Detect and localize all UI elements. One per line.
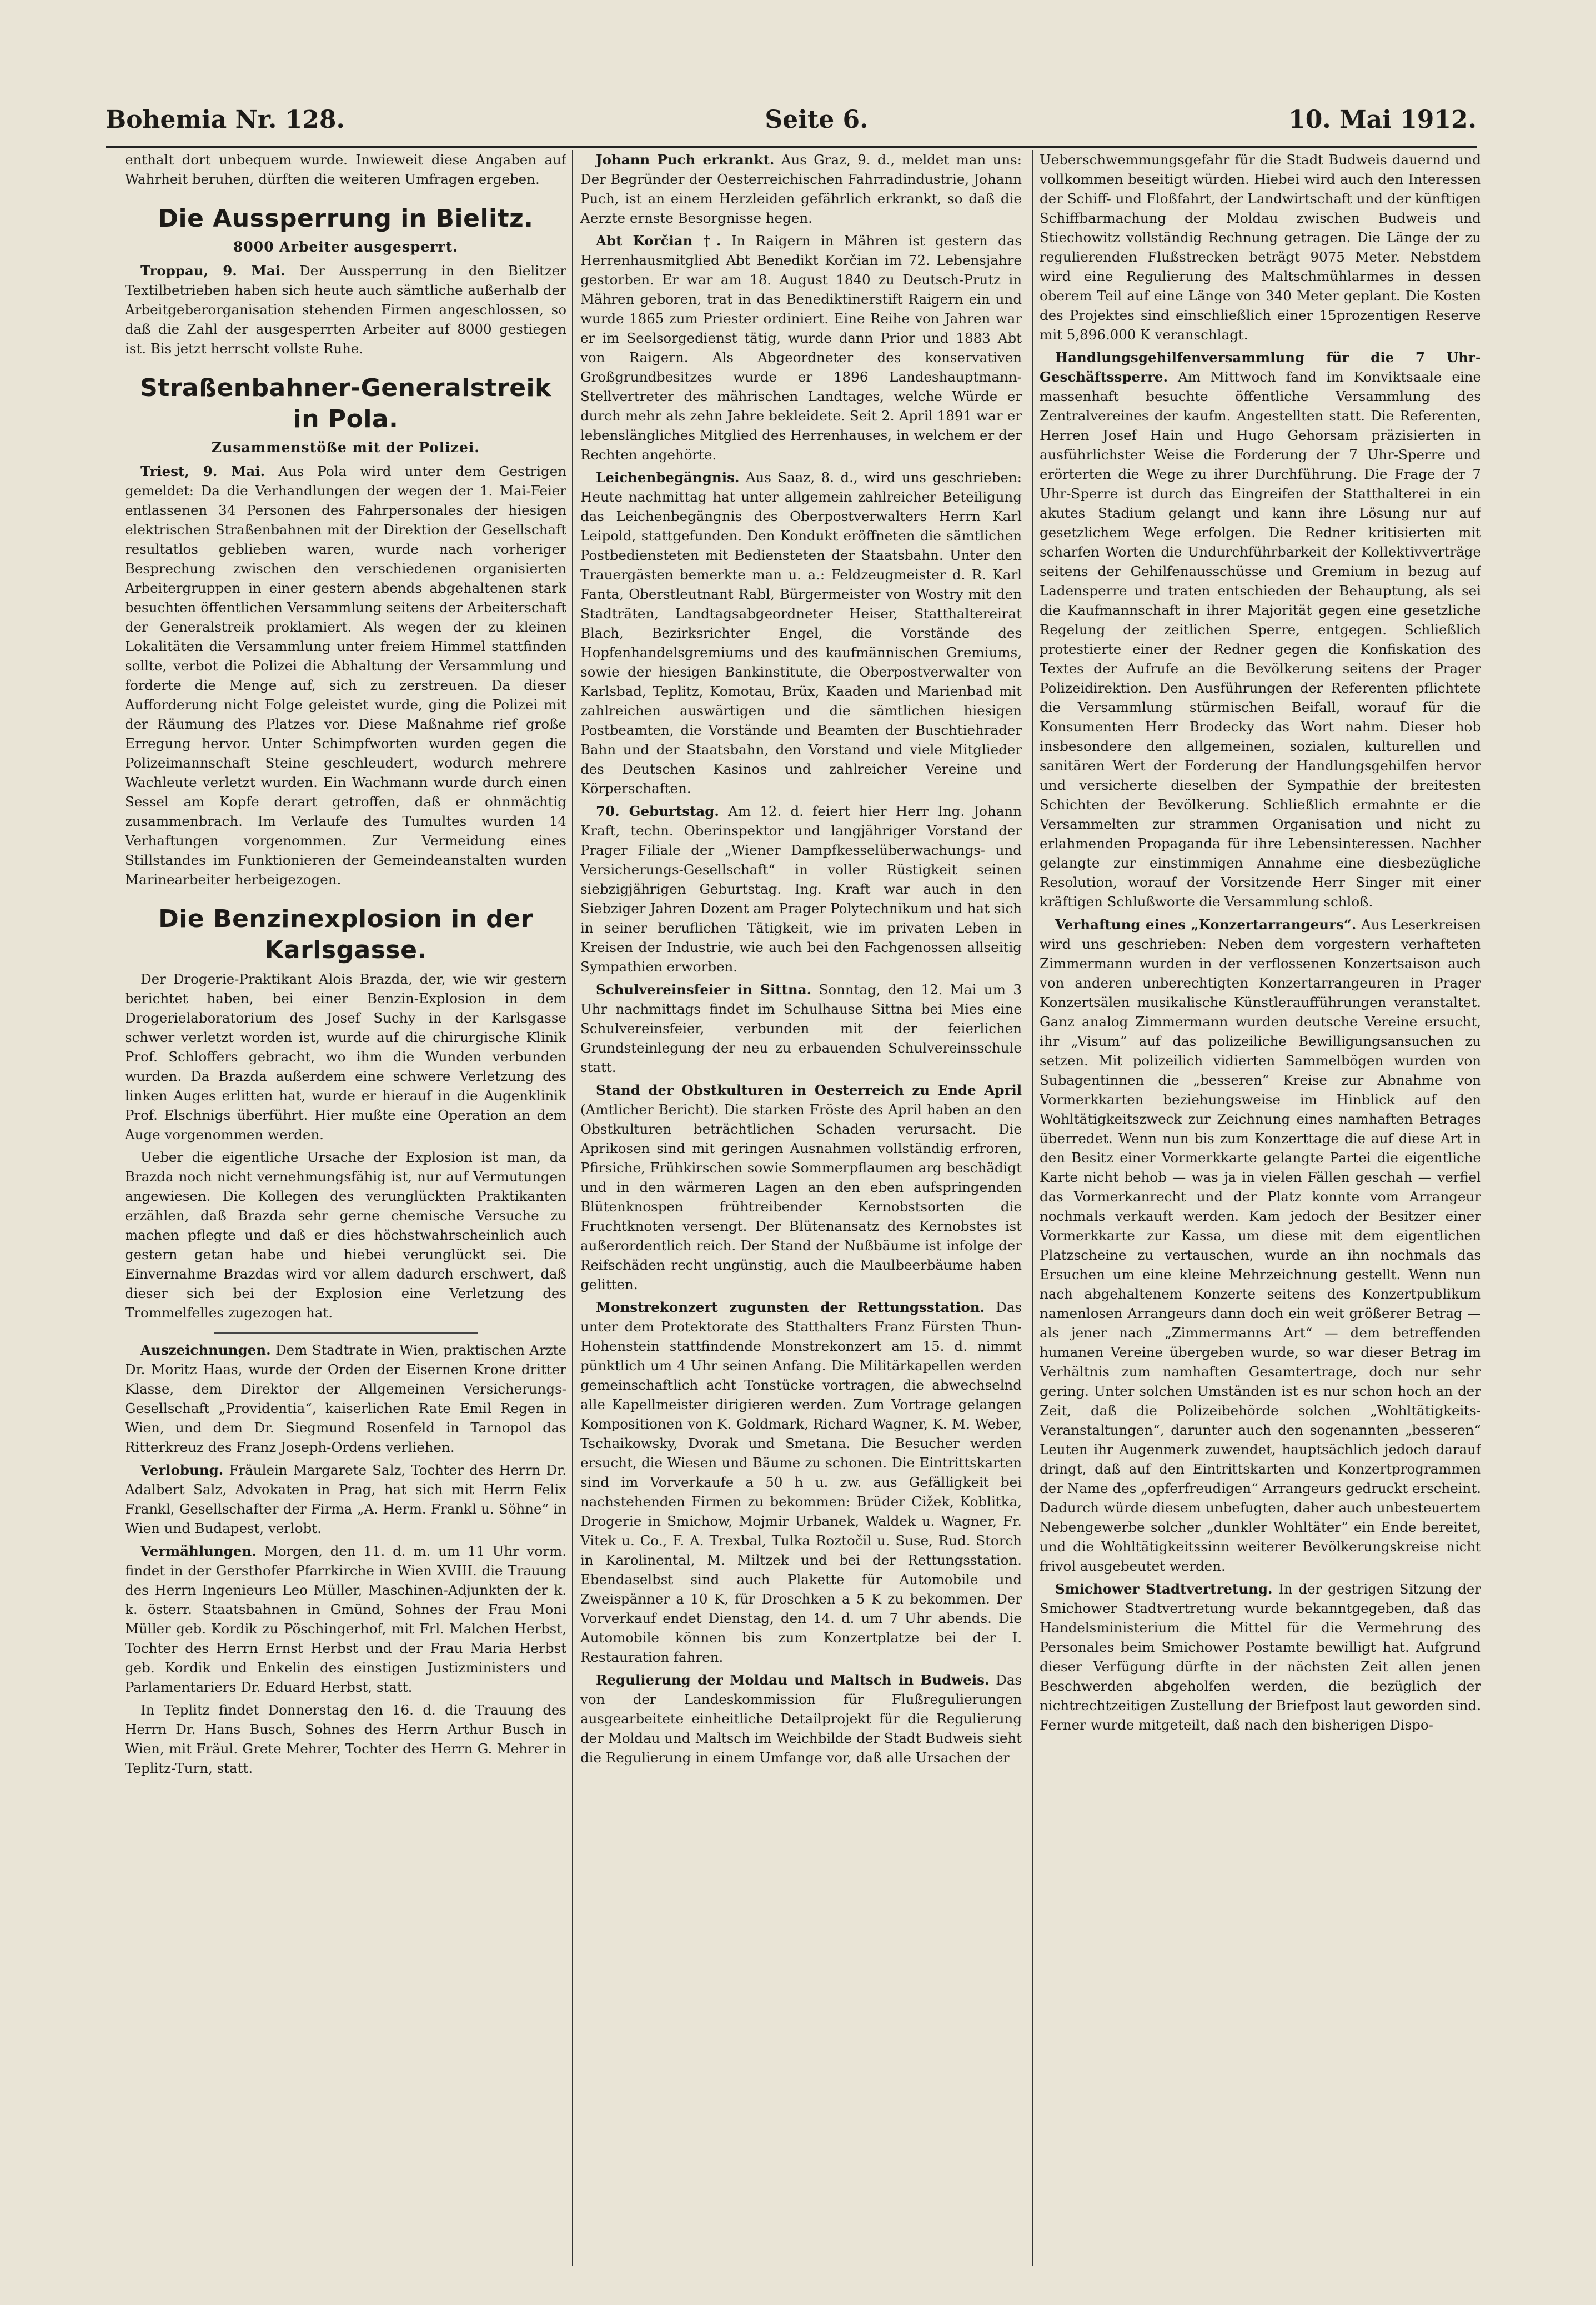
news-item: [125, 1460, 566, 1538]
continued-paragraph: enthalt dort unbequem wurde. Inwieweit diese Angaben auf Wahrheit beruhen, dürften die weiteren Umfragen ergeben.: [125, 152, 566, 187]
column-divider: [572, 150, 573, 2266]
news-item: [1040, 915, 1481, 1576]
news-item-text: (Amtlicher Bericht). Die starken Fröste des April haben an den Obstkulturen beträchtlichen Schaden verursacht. Die Aprikosen sind mit geringen Ausnahmen vollständig erfroren, Pfirsiche, Frühkirschen sowie Sommerpflaumen arg beschädigt und in den wärmeren Lagen an den eben aufspringenden Blütenknospen frühtreibender Kernobstsorten die Fruchtknoten versengt. Der Blütenansatz des Kernobstes ist außerordentlich reich. Der Stand der Nußbäume ist infolge der Reifschäden recht ungünstig, auch die Maulbeerbäume haben gelitten.: [580, 1101, 1022, 1292]
news-item: [1040, 1579, 1481, 1735]
header-issue: Bohemia Nr. 128.: [106, 105, 345, 134]
column-divider: [1032, 150, 1033, 2266]
news-item-title: Schulvereinsfeier in Sittna.: [596, 981, 812, 998]
news-item-text: Am 12. d. feiert hier Herr Ing. Johann Kraft, techn. Oberinspektor und langjähriger Vorstand der Prager Filiale der „Wiener Dampfkesselüberwachungs- und Versicherungs-Gesellschaft“ in voller Rüstigkeit seinen siebzigjährigen Geburtstag. Ing. Kraft war auch in den Siebziger Jahren Dozent am Prager Polytechnikum und hat sich in seiner beruflichen Tätigkeit, wie im privaten Leben in Kreisen der Industrie, wie auch bei den Fachgenossen allseitig Sympathien erworben.: [580, 803, 1022, 975]
article-headline: Die Benzinexplosion in der Karlsgasse.: [158, 905, 533, 964]
news-item-title: Auszeichnungen.: [140, 1342, 271, 1358]
article-paragraph: Der Drogerie-Praktikant Alois Brazda, der, wie wir gestern berichtet haben, bei einer Benzin-Explosion in dem Drogerielaboratorium des Josef Suchy in der Karlsgasse schwer verletzt worden ist, wurde auf die chirurgische Klinik Prof. Schloffers gebracht, wo ihm die Wunden verbunden wurden. Da Brazda außerdem eine schwere Verletzung des linken Auges erlitten hat, wurde er hierauf in die Augenklinik Prof. Elschnigs überführt. Hier mußte eine Operation an dem Auge vorgenommen werden.: [125, 971, 566, 1143]
news-item-text: Fräulein Margarete Salz, Tochter des Herrn Dr. Adalbert Salz, Advokaten in Prag, hat sich mit Herrn Felix Frankl, Gesellschafter der Firma „A. Herm. Frankl u. Söhne“ in Wien und Budapest, verlobt.: [125, 1462, 566, 1536]
news-item-text: Aus Graz, 9. d., meldet man uns: Der Begründer der Oesterreichischen Fahrradindustrie, Johann Puch, ist an einem Herzleiden gefährlich erkrankt, so daß die Aerzte ernste Besorgnisse hegen.: [580, 152, 1022, 226]
news-item-title: 70. Geburtstag.: [596, 803, 719, 819]
header-page-number: Seite 6.: [765, 105, 869, 134]
news-item-title: Abt Korčian †.: [596, 233, 721, 249]
news-item: [580, 1080, 1022, 1294]
dateline: Triest, 9. Mai.: [140, 463, 265, 479]
news-item: [580, 150, 1022, 228]
article-headline: Straßenbahner-Generalstreik in Pola.: [140, 374, 551, 433]
news-item-title: Verlobung.: [140, 1462, 224, 1478]
dateline: Troppau, 9. Mai.: [140, 263, 285, 279]
news-item-text: In Raigern in Mähren ist gestern das Herrenhausmitglied Abt Benedikt Korčian im 72. Lebensjahre gestorben. Er war am 18. August 1840 zu Deutsch-Prutz in Mähren geboren, trat in das Benediktinerstift Raigern ein und wurde 1865 zum Priester ordiniert. Eine Reihe von Jahren war er im Seelsorgedienst tätig, wurde dann Prior und 1883 Abt von Raigern. Als Abgeordneter des konservativen Großgrundbesitzes wurde er 1896 Landeshauptmann-Stellvertreter des mährischen Landtages, welche Würde er durch mehr als zehn Jahre bekleidete. Seit 2. April 1891 war er lebenslängliches Mitglied des Herrenhauses, in welchem er der Rechten angehörte.: [580, 233, 1022, 463]
article-paragraph: Ueber die eigentliche Ursache der Explosion ist man, da Brazda noch nicht vernehmungsfähig ist, nur auf Vermutungen angewiesen. Die Kollegen des verunglückten Praktikanten erzählen, daß Brazda sehr gerne chemische Versuche zu machen pflegte und daß er dies höchstwahrscheinlich auch gestern getan habe und hiebei verunglückt sei. Die Einvernahme Brazdas wird vor allem dadurch erschwert, daß dieser sich bei der Explosion eine Verletzung des Trommelfelles zugezogen hat.: [125, 1149, 566, 1321]
article-text: Aus Pola wird unter dem Gestrigen gemeldet: Da die Verhandlungen der wegen der 1. Mai-Feier entlassenen 34 Personen des Fahrpersonales der hiesigen elektrischen Straßenbahnen mit der Direktion der Gesellschaft resultatlos geblieben waren, wurde nach vorheriger Besprechung zwischen den verschiedenen organisierten Arbeitergruppen in einer gestern abends abgehaltenen stark besuchten öffentlichen Versammlung seitens der Arbeiterschaft der Generalstreik proklamiert. Als wegen der zu kleinen Lokalitäten die Versammlung unter freiem Himmel stattfinden sollte, verbot die Polizei die Abhaltung der Versammlung und forderte die Menge auf, sich zu zerstreuen. Da dieser Aufforderung nicht Folge geleistet wurde, ging die Polizei mit der Räumung des Platzes vor. Diese Maßnahme rief große Erregung hervor. Unter Schimpfworten wurden gegen die Polizeimannschaft Steine geschleudert, wodurch mehrere Wachleute verletzt wurden. Ein Wachmann wurde durch einen Sessel am Kopfe derart getroffen, daß er ohnmächtig zusammenbrach. Im Verlaufe des Tumultes wurden 14 Verhaftungen vorgenommen. Zur Vermeidung eines Stillstandes im Funktionieren der Gemeindeanstalten wurden Marinearbeiter herbeigezogen.: [125, 463, 566, 888]
news-item: [125, 1541, 566, 1697]
article-paragraph: [125, 261, 566, 358]
news-item: [580, 231, 1022, 464]
section-divider: [214, 1332, 478, 1334]
news-item-text: Morgen, den 11. d. m. um 11 Uhr vorm. findet in der Gersthofer Pfarrkirche in Wien XVIII. die Trauung des Herrn Ingenieurs Leo Müller, Maschinen-Adjunkten der k. k. österr. Staatsbahnen in Gmünd, Sohnes der Frau Moni Müller geb. Kordik zu Pöschingerhof, mit Frl. Malchen Herbst, Tochter des Herrn Ernst Herbst und der Frau Maria Herbst geb. Kordik und Enkelin des einstigen Justizministers und Parlamentariers Dr. Eduard Herbst, statt.: [125, 1543, 566, 1695]
news-item-text: Am Mittwoch fand im Konviktsaale eine massenhaft besuchte öffentliche Versammlung des Zentralvereines der kaufm. Angestellten statt. Die Referenten, Herren Josef Hain und Hugo Gehorsam präzisierten in ausführlichster Weise die Forderung der 7 Uhr-Sperre und erörterten die Wege zu ihrer Durchführung. Die Frage der 7 Uhr-Sperre ist durch das Eingreifen der Statthalterei in ein akutes Stadium gelangt und kann ihre Lösung nur auf gesetzlichem Wege erfolgen. Die Redner kritisierten mit scharfen Worten die Undurchführbarkeit der Kollektivverträge seitens der Gehilfenausschüsse und Gremium in bezug auf Ladensperre und traten entschieden der Behauptung, als sei die Kaufmannschaft in ihrer Majorität gegen eine gesetzliche Regelung der zeitlichen Sperre, entgegen. Schließlich protestierte einer der Redner gegen die Konfiskation des Textes der Aufrufe an die Bevölkerung seitens der Prager Polizeidirektion. Den Ausführungen der Referenten pflichtete die Versammlung stürmischen Beifall, worauf für die Konsumenten Herr Brodecky das Wort nahm. Dieser hob insbesondere den allgemeinen, sozialen, kulturellen und sanitären Wert der Forderung der Handlungsgehilfen hervor und versicherte dieselben der Sympathie der breitesten Schichten der Bevölkerung. Schließlich ermahnte er die Versammelten zur strammen Organisation und nicht zu erlahmenden Propaganda für ihre Lebensinteressen. Nachher gelangte zur einstimmigen Annahme eine diesbezügliche Resolution, worauf der Vorsitzende Herr Singer mit einer kräftigen Schlußworte die Versammlung schloß.: [1040, 369, 1481, 910]
header-rule: [106, 146, 1477, 148]
news-item-title: Monstrekonzert zugunsten der Rettungsstation.: [596, 1299, 985, 1315]
news-item: [580, 1670, 1022, 1767]
news-item-title: Verhaftung eines „Konzertarrangeurs“.: [1055, 916, 1357, 933]
page-header: [106, 97, 1477, 142]
news-item-title: Johann Puch erkrankt.: [596, 152, 775, 168]
news-item-text: Das von der Landeskommission für Flußregulierungen ausgearbeitete einheitliche Detailprojekt für die Regulierung der Moldau und Maltsch im Weichbilde der Stadt Budweis sieht die Regulierung in einem Umfange vor, daß alle Ursachen der: [580, 1672, 1022, 1766]
continued-paragraph: Ueberschwemmungsgefahr für die Stadt Budweis dauernd und vollkommen beseitigt würden. Hiebei wird auch den Interessen der Schiff- und Floßfahrt, der Landwirtschaft und der künftigen Schiffbarmachung der Moldau zwischen Budweis und Stiechowitz vollständig Rechnung getragen. Die Länge der zu regulierenden Flußstrecken beträgt 9075 Meter. Nebstdem wird eine Regulierung des Maltschmühlarmes in dessen oberem Teil auf eine Länge von 340 Meter geplant. Die Kosten des Projektes sind einschließlich einer 15prozentigen Reserve mit 5,896.000 K veranschlagt.: [1040, 152, 1481, 343]
article-text: Der Aussperrung in den Bielitzer Textilbetrieben haben sich heute auch sämtliche außerhalb der Arbeitgeberorganisation stehenden Firmen angeschlossen, so daß die Zahl der ausgesperrten Arbeiter auf 8000 gestiegen ist. Bis jetzt herrscht vollste Ruhe.: [125, 263, 566, 357]
news-item-title: Vermählungen.: [140, 1543, 257, 1559]
news-item-title: Regulierung der Moldau und Maltsch in Budweis.: [596, 1672, 990, 1688]
news-item-title: Stand der Obstkulturen in Oesterreich zu Ende April: [596, 1082, 1022, 1098]
article-subheadline: 8000 Arbeiter ausgesperrt.: [233, 239, 458, 255]
news-item-text: In der gestrigen Sitzung der Smichower Stadtvertretung wurde bekanntgegeben, daß das Handelsministerium die Mittel für die Vermehrung des Personales beim Smichower Postamte bewilligt hat. Aufgrund dieser Verfügung dürfte in der nächsten Zeit allen jenen Beschwerden abgeholfen werden, die bezüglich der nichtrechtzeitigen Zustellung der Briefpost laut geworden sind. Ferner wurde mitgeteilt, daß nach den bisherigen Dispo-: [1040, 1581, 1481, 1733]
news-item: In Teplitz findet Donnerstag den 16. d. die Trauung des Herrn Dr. Hans Busch, Sohnes des Herrn Arthur Busch in Wien, mit Fräul. Grete Mehrer, Tochter des Herrn G. Mehrer in Teplitz-Turn, statt.: [125, 1702, 566, 1776]
article-headline: Die Aussperrung in Bielitz.: [158, 204, 534, 233]
news-item: [580, 980, 1022, 1077]
news-item-title: Handlungsgehilfenversammlung für die 7 Uhr-Geschäftssperre.: [1040, 349, 1481, 385]
news-item-text: Dem Stadtrate in Wien, praktischen Arzte Dr. Moritz Haas, wurde der Orden der Eisernen Krone dritter Klasse, dem Direktor der Allgemeinen Versicherungs-Gesellschaft „Providentia“, kaiserlichen Rate Emil Regen in Wien, und dem Dr. Siegmund Rosenfeld in Tarnopol das Ritterkreuz des Franz Joseph-Ordens verliehen.: [125, 1342, 566, 1455]
article-paragraph: [125, 462, 566, 889]
news-item: [125, 1340, 566, 1457]
news-item-text: Sonntag, den 12. Mai um 3 Uhr nachmittags findet im Schulhause Sittna bei Mies eine Schulvereinsfeier, verbunden mit der feierlichen Grundsteinlegung der neu zu erbauenden Schulvereinsschule statt.: [580, 981, 1022, 1075]
column-2: [580, 150, 1022, 2266]
news-item-text: Das unter dem Protektorate des Statthalters Franz Fürsten Thun-Hohenstein stattfindende Monstrekonzert am 15. d. nimmt pünktlich um 4 Uhr seinen Anfang. Die Militärkapellen werden gemeinschaftlich acht Tonstücke vortragen, die abwechselnd alle Kapellmeister dirigieren werden. Zum Vortrage gelangen Kompositionen von K. Goldmark, Richard Wagner, K. M. Weber, Tschaikowsky, Dvorak und Smetana. Die Besucher werden ersucht, die Wiesen und Bäume zu schonen. Die Eintrittskarten sind im Vorverkaufe a 50 h u. zw. aus Gefälligkeit bei nachstehenden Firmen zu bekommen: Brüder Cižek, Koblitka, Drogerie in Smichow, Mojmir Urbanek, Waldek u. Wagner, Fr. Vitek u. Co., F. A. Trexbal, Tulka Roztočil u. Suse, Rud. Storch in Karolinental, M. Miltzek und bei der Rettungsstation. Ebendaselbst sind auch Plakette für Automobile und Zweispänner a 10 K, für Droschken a 5 K zu bekommen. Der Vorverkauf endet Dienstag, den 14. d. um 7 Uhr abends. Die Automobile können bis zum Konzertplatze bei der I. Restauration fahren.: [580, 1299, 1022, 1665]
news-item: [1040, 348, 1481, 911]
header-date: 10. Mai 1912.: [1288, 105, 1477, 134]
article-subheadline: Zusammenstöße mit der Polizei.: [211, 439, 480, 455]
news-item-text: Aus Leserkreisen wird uns geschrieben: Neben dem vorgestern verhafteten Zimmermann wurden in der verflossenen Konzertsaison auch von anderen unberechtigten Konzertarrangeuren in Prager Konzertsälen musikalische Künstleraufführungen veranstaltet. Ganz analog Zimmermann wurden deutsche Vereine ersucht, ihr „Visum“ auf das polizeiliche Bewilligungsansuchen zu setzen. Mit polizeilich vidierten Sammelbögen wurden von Subagentinnen die „besseren“ Kreise zur Abnahme von Vormerkkarten beziehungsweise im Hinblick auf den Wohltätigkeitszweck zur Zeichnung eines namhaften Betrages überredet. Wenn nun bis zum Konzerttage die auf diese Art in den Besitz einer Vormerkkarte gelangte Partei die eigentliche Karte nicht behob — was ja in vielen Fällen geschah — verfiel das Vormerkanrecht und der Platz konnte vom Arrangeur nochmals verkauft werden. Kam jedoch der Besitzer einer Vormerkkarte zur Kassa, um diese mit dem eigentlichen Platzscheine zu vertauschen, wurde an ihn nochmals das Ersuchen um eine kleine Mehrzeichnung gestellt. Wenn nun nach abgehaltenem Konzerte seitens des Konzertpublikum namenlosen Arrangeurs dann doch ein weit größerer Betrag — als jener nach „Zimmermanns Art“ — dem betreffenden humanen Vereine übergeben wurde, so war dieser Betrag im Verhältnis zum namhaften Gesamtertrage, doch nur sehr gering. Unter solchen Umständen ist es nur schon hoch an der Zeit, daß die Polizeibehörde solchen „Wohltätigkeits-Veranstaltungen“, darunter auch den sogenannten „besseren“ Leuten ihr Augenmerk zuwendet, hauptsächlich jedoch darauf dringt, daß auf den Eintrittskarten und Konzertprogrammen der Name des „opferfreudigen“ Arrangeurs gedruckt erscheint. Dadurch würde diesem unbefugten, daher auch unbesteuertem Nebengewerbe solcher „dunkler Wohltäter“ ein Ende bereitet, und die Wohltätigkeitssinn weiterer Bevölkerungskreise nicht frivol ausgebeutet werden.: [1040, 916, 1481, 1574]
column-3: [1040, 150, 1481, 2266]
news-item: [580, 801, 1022, 976]
news-item: [580, 1297, 1022, 1667]
news-item-title: Smichower Stadtvertretung.: [1055, 1581, 1273, 1597]
news-item-title: Leichenbegängnis.: [596, 469, 740, 485]
news-item-text: Aus Saaz, 8. d., wird uns geschrieben: Heute nachmittag hat unter allgemein zahlreicher Beteiligung das Leichenbegängnis des Oberpostverwalters Herrn Karl Leipold, stattgefunden. Den Kondukt eröffneten die sämtlichen Postbediensteten mit Bediensteten der Staatsbahn. Unter den Trauergästen bemerkte man u. a.: Feldzeugmeister d. R. Karl Fanta, Oberstleutnant Rabl, Bürgermeister von Wostry mit den Stadträten, Landtagsabgeordneter Heiser, Statthaltereirat Blach, Bezirksrichter Engel, die Vorstände des Hopfenhandelsgremiums und des kaufmännischen Gremiums, sowie der hiesigen Bankinstitute, die Oberpostverwalter von Karlsbad, Teplitz, Komotau, Brüx, Kaaden und Marienbad mit zahlreichen auswärtigen und die sämtlichen hiesigen Postbeamten, die Vorstände und Beamten der Buschtiehrader Bahn und der Staatsbahn, den Vorstand und viele Mitglieder des Deutschen Kasinos und zahlreicher Vereine und Körperschaften.: [580, 469, 1022, 796]
news-item: [580, 468, 1022, 798]
column-1: [125, 150, 566, 2266]
